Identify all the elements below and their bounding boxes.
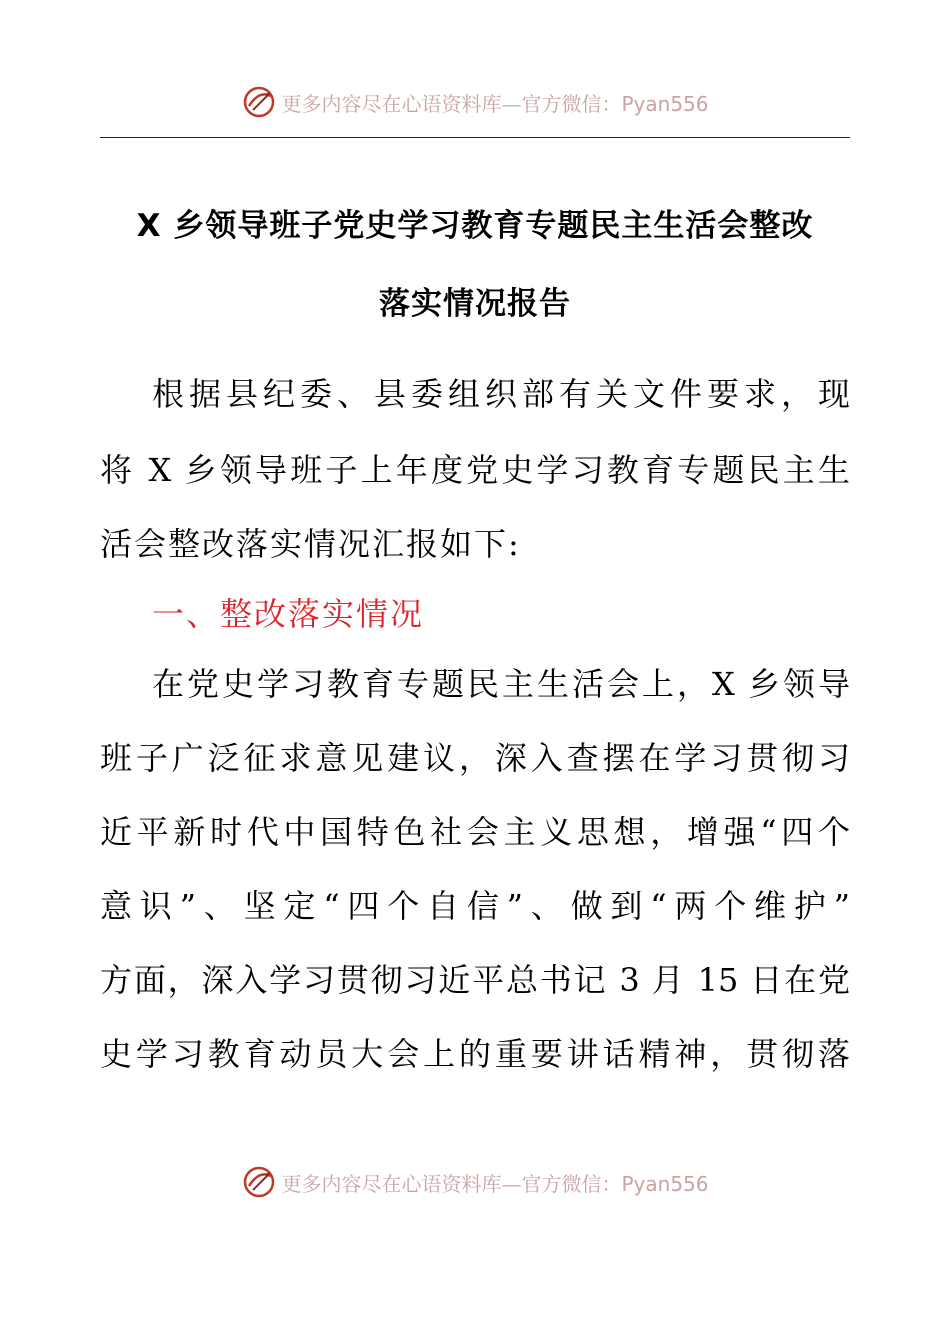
brand-logo-icon [241, 84, 277, 120]
document-title-line-1: X 乡领导班子党史学习教育专题民主生活会整改 [136, 208, 814, 244]
watermark-text: 更多内容尽在心语资料库—官方微信：Pyan556 [281, 1171, 709, 1196]
body-line-3: 近平新时代中国特色社会主义思想，增强“四个 [100, 813, 850, 851]
brand-logo-icon [241, 1164, 277, 1200]
body-line-6: 史学习教育动员大会上的重要讲话精神，贯彻落 [100, 1035, 850, 1073]
header-watermark [0, 82, 950, 122]
document-title-line-2: 落实情况报告 [379, 286, 571, 322]
body-line-1: 在党史学习教育专题民主生活会上，X 乡领导 [152, 665, 850, 703]
watermark-text: 更多内容尽在心语资料库—官方微信：Pyan556 [281, 91, 709, 116]
body-line-5: 方面，深入学习贯彻习近平总书记 3 月 15 日在党 [100, 961, 850, 999]
intro-line-1: 根据县纪委、县委组织部有关文件要求，现 [152, 375, 850, 413]
intro-line-2: 将 X 乡领导班子上年度党史学习教育专题民主生 [100, 451, 850, 489]
header-divider [100, 137, 850, 138]
body-line-4: 意识”、坚定“四个自信”、做到“两个维护” [100, 887, 850, 925]
footer-watermark [0, 1162, 950, 1202]
intro-line-3: 活会整改落实情况汇报如下: [100, 525, 521, 563]
body-line-2: 班子广泛征求意见建议，深入查摆在学习贯彻习 [100, 739, 850, 777]
section-heading: 一、整改落实情况 [152, 595, 425, 633]
